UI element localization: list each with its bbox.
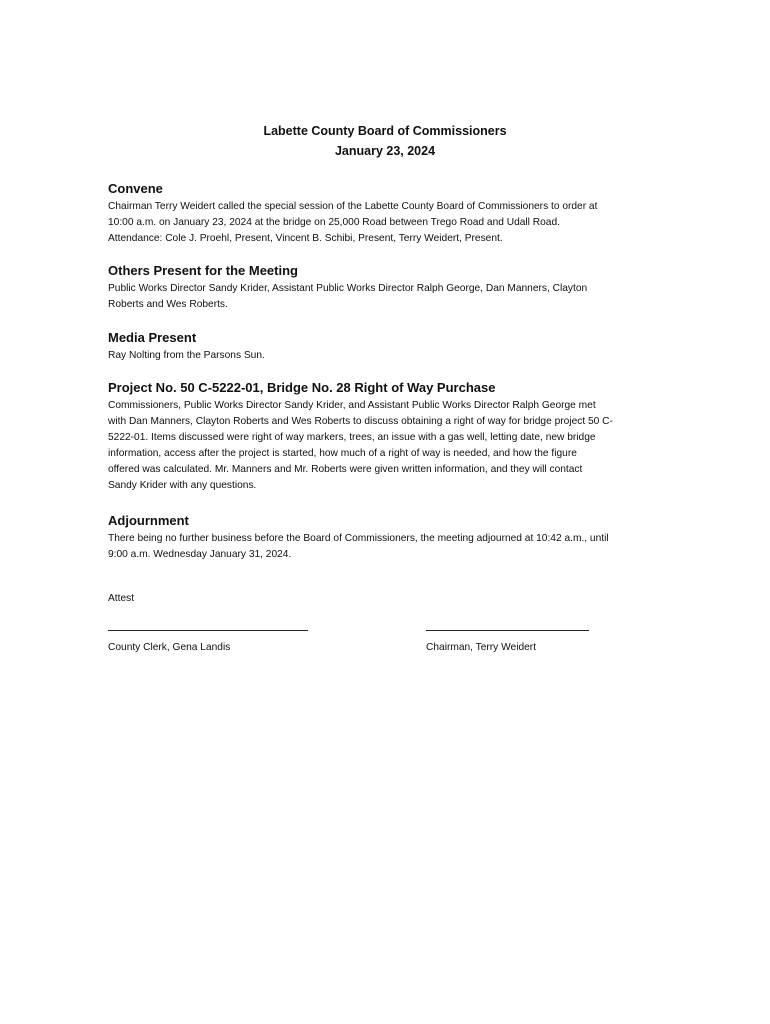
attest-label: Attest [108, 593, 135, 604]
paragraph-line: 5222-01. Items discussed were right of way markers, trees, an issue with a gas well, letting date, new bridge [108, 432, 596, 443]
section-heading: Media Present [108, 330, 197, 345]
paragraph-line: Commissioners, Public Works Director Sandy Krider, and Assistant Public Works Director Ralph George met [108, 400, 596, 411]
section-paragraph [108, 531, 688, 563]
chairman-signature-line [426, 629, 589, 631]
paragraph-line: Public Works Director Sandy Krider, Assistant Public Works Director Ralph George, Dan Manners, Clayton [108, 283, 588, 294]
chairman-name: Chairman, Terry Weidert [426, 642, 537, 653]
section-heading: Convene [108, 181, 163, 196]
section-heading: Others Present for the Meeting [108, 263, 298, 278]
paragraph-line: Roberts and Wes Roberts. [108, 299, 228, 310]
paragraph-line: There being no further business before the Board of Commissioners, the meeting adjourned at 10:42 a.m., until [108, 533, 609, 544]
paragraph-line: 9:00 a.m. Wednesday January 31, 2024. [108, 549, 292, 560]
clerk-name: County Clerk, Gena Landis [108, 642, 231, 653]
paragraph-line: information, access after the project is started, how much of a right of way is needed, and how the figure [108, 448, 577, 459]
document-title: Labette County Board of Commissioners [263, 124, 507, 138]
section-media-present [108, 330, 688, 364]
section-paragraph [108, 281, 688, 313]
section-convene [108, 181, 688, 247]
clerk-signature-line [108, 629, 308, 631]
paragraph-line: with Dan Manners, Clayton Roberts and Wes Roberts to discuss obtaining a right of way for bridge project 50 C- [108, 416, 613, 427]
section-heading: Project No. 50 C-5222-01, Bridge No. 28 Right of Way Purchase [108, 380, 496, 395]
section-project [108, 380, 688, 494]
section-others-present [108, 263, 688, 313]
section-heading: Adjournment [108, 513, 189, 528]
section-paragraph [108, 199, 688, 247]
paragraph-line: Chairman Terry Weidert called the special session of the Labette County Board of Commissioners to order at [108, 201, 598, 212]
paragraph-line: Sandy Krider with any questions. [108, 480, 257, 491]
paragraph-line: Ray Nolting from the Parsons Sun. [108, 350, 265, 361]
paragraph-line: offered was calculated. Mr. Manners and Mr. Roberts were given written information, and they will contact [108, 464, 583, 475]
paragraph-line: 10:00 a.m. on January 23, 2024 at the bridge on 25,000 Road between Trego Road and Udall Road. [108, 217, 560, 228]
section-adjournment [108, 513, 688, 563]
paragraph-line: Attendance: Cole J. Proehl, Present, Vincent B. Schibi, Present, Terry Weidert, Present. [108, 233, 503, 244]
section-paragraph [108, 348, 688, 364]
section-paragraph [108, 398, 688, 494]
meeting-date: January 23, 2024 [334, 144, 436, 158]
